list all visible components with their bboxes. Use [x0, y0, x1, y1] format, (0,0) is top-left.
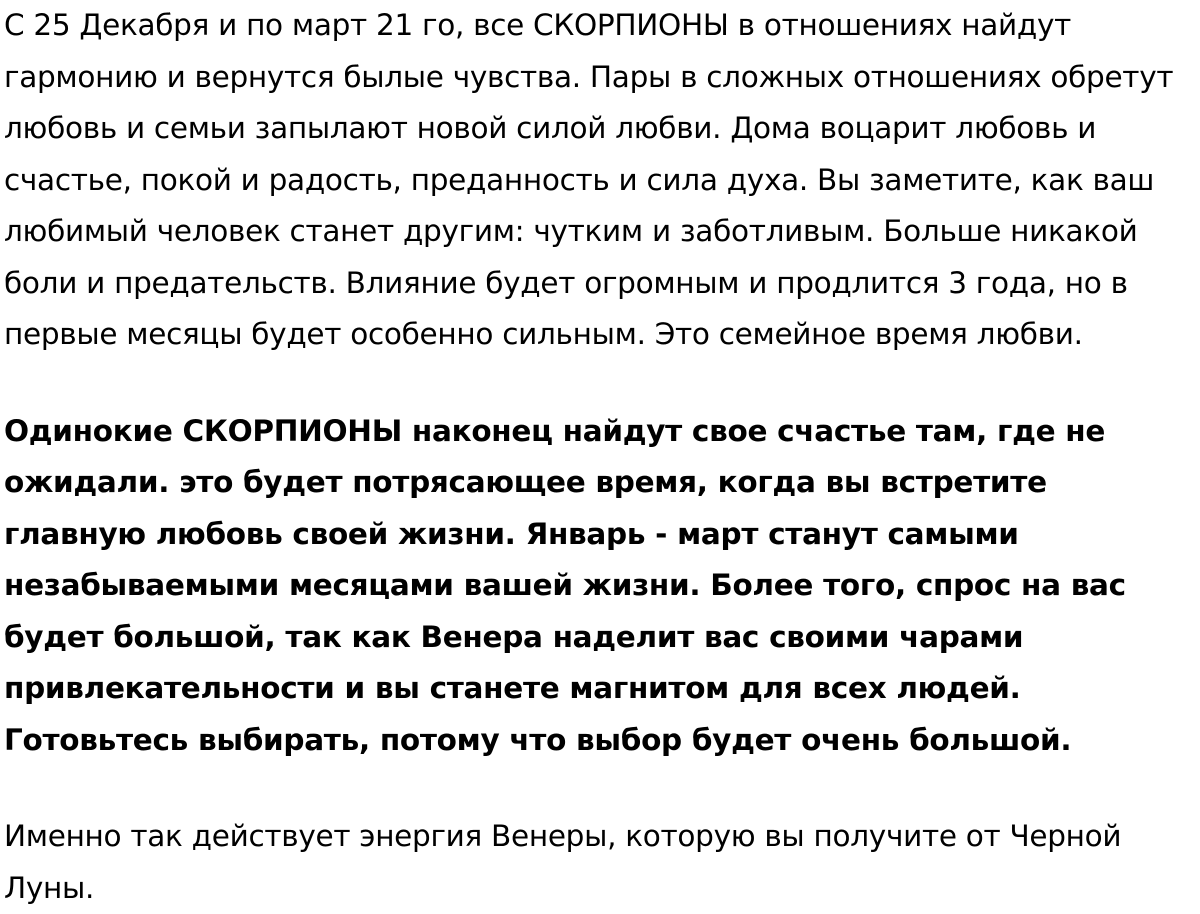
paragraph-singles: Одинокие СКОРПИОНЫ наконец найдут свое счастье там, где не ожидали. это будет потрясающее время, когда вы встретите главную любовь своей жизни. Январь - март станут самыми незабываемыми месяцами вашей жизни. Более того, спрос на вас будет большой, так как Венера наделит вас своими чарами привлекательности и вы станете магнитом для всех людей. Готовьтесь выбирать, потому что выбор будет очень большой.	[4, 413, 1126, 757]
paragraph-relationships: С 25 Декабря и по март 21 го, все СКОРПИОНЫ в отношениях найдут гармонию и вернутся былые чувства. Пары в сложных отношениях обретут любовь и семьи запылают новой силой любви. Дома воцарит любовь и счастье, покой и радость, преданность и сила духа. Вы заметите, как ваш любимый человек станет другим: чутким и заботливым. Больше никакой боли и предательств. Влияние будет огромным и продлится 3 года, но в первые месяцы будет особенно сильным. Это семейное время любви.	[4, 8, 1174, 351]
paragraph-venus-energy: Именно так действует энергия Венеры, которую вы получите от Черной Луны.	[4, 819, 1122, 905]
article-body	[4, 0, 1196, 914]
